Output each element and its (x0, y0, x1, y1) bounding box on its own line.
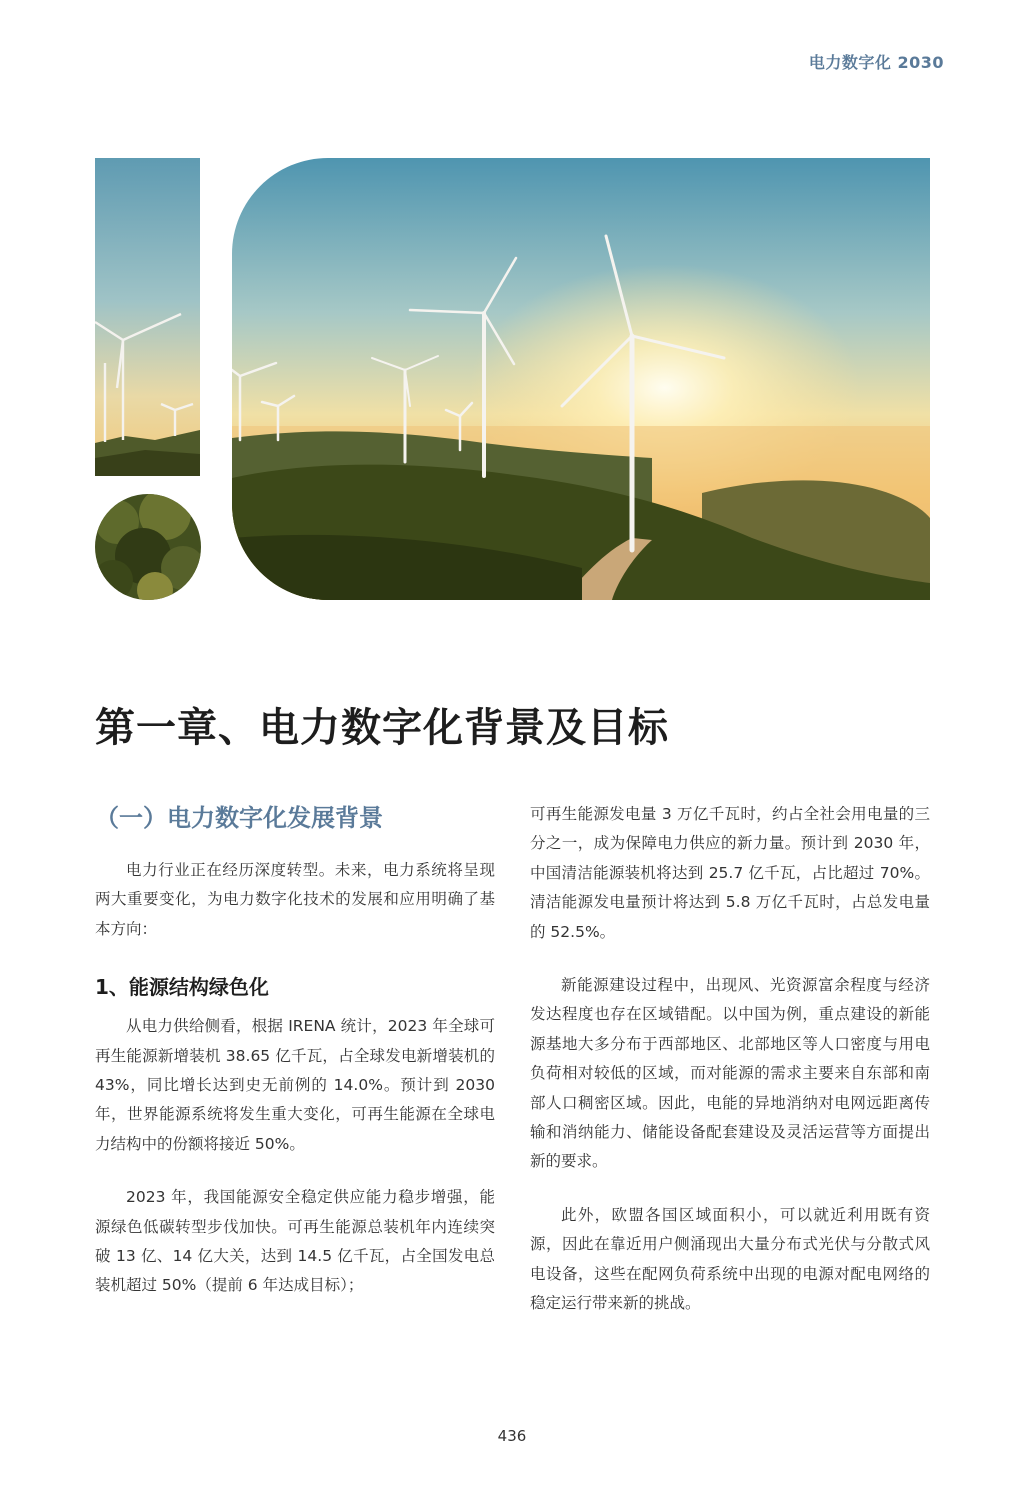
wind-turbines-strip-photo (95, 158, 200, 476)
paragraph-china-2023: 2023 年，我国能源安全稳定供应能力稳步增强，能源绿色低碳转型步伐加快。可再生能源总装机年内连续突破 13 亿、14 亿大关，达到 14.5 亿千瓦，占全国发电总装机超过 50%（提前 6 年达成目标）； (95, 1188, 495, 1295)
intro-paragraph: 电力行业正在经历深度转型。未来，电力系统将呈现两大重要变化，为电力数字化技术的发展和应用明确了基本方向： (95, 861, 495, 938)
paragraph-eu-distributed: 此外，欧盟各国区域面积小，可以就近利用既有资源，因此在靠近用户侧涌现出大量分布式光伏与分散式风电设备，这些在配网负荷系统中出现的电源对配电网络的稳定运行带来新的挑战。 (530, 1205, 930, 1313)
chapter-title: 第一章、电力数字化背景及目标 (95, 705, 669, 751)
hillside-circle-photo (95, 494, 201, 600)
section-heading: （一）电力数字化发展背景 (95, 804, 383, 832)
page-number: 436 (497, 1427, 527, 1445)
wind-turbines-sunset-photo (232, 158, 930, 600)
left-column (95, 800, 495, 1325)
paragraph-continued: 可再生能源发电量 3 万亿千瓦时，约占全社会用电量的三分之一，成为保障电力供应的新力量。预计到 2030 年，中国清洁能源装机将达到 25.7 亿千瓦，占比超过 70%。清洁能源发电量预计将达到 5.8 万亿千瓦时，占总发电量的 52.5%。 (530, 805, 930, 941)
paragraph-global-renewables: 从电力供给侧看，根据 IRENA 统计，2023 年全球可再生能源新增装机 38.65 亿千瓦，占全球发电新增装机的 43%，同比增长达到史无前例的 14.0%。预计到 2030 年，世界能源系统将发生重大变化，可再生能源在全球电力结构中的份额将接近 50%。 (95, 1017, 495, 1153)
right-column (530, 800, 930, 1343)
running-header: 电力数字化 2030 (808, 53, 944, 72)
subsection-heading: 1、能源结构绿色化 (95, 975, 269, 1000)
paragraph-regional-mismatch: 新能源建设过程中，出现风、光资源富余程度与经济发达程度也存在区域错配。以中国为例，重点建设的新能源基地大多分布于西部地区、北部地区等人口密度与用电负荷相对较低的区域，而对能源的需求主要来自东部和南部人口稠密区域。因此，电能的异地消纳对电网远距离传输和消纳能力、储能设备配套建设及灵活运营等方面提出新的要求。 (530, 976, 930, 1171)
